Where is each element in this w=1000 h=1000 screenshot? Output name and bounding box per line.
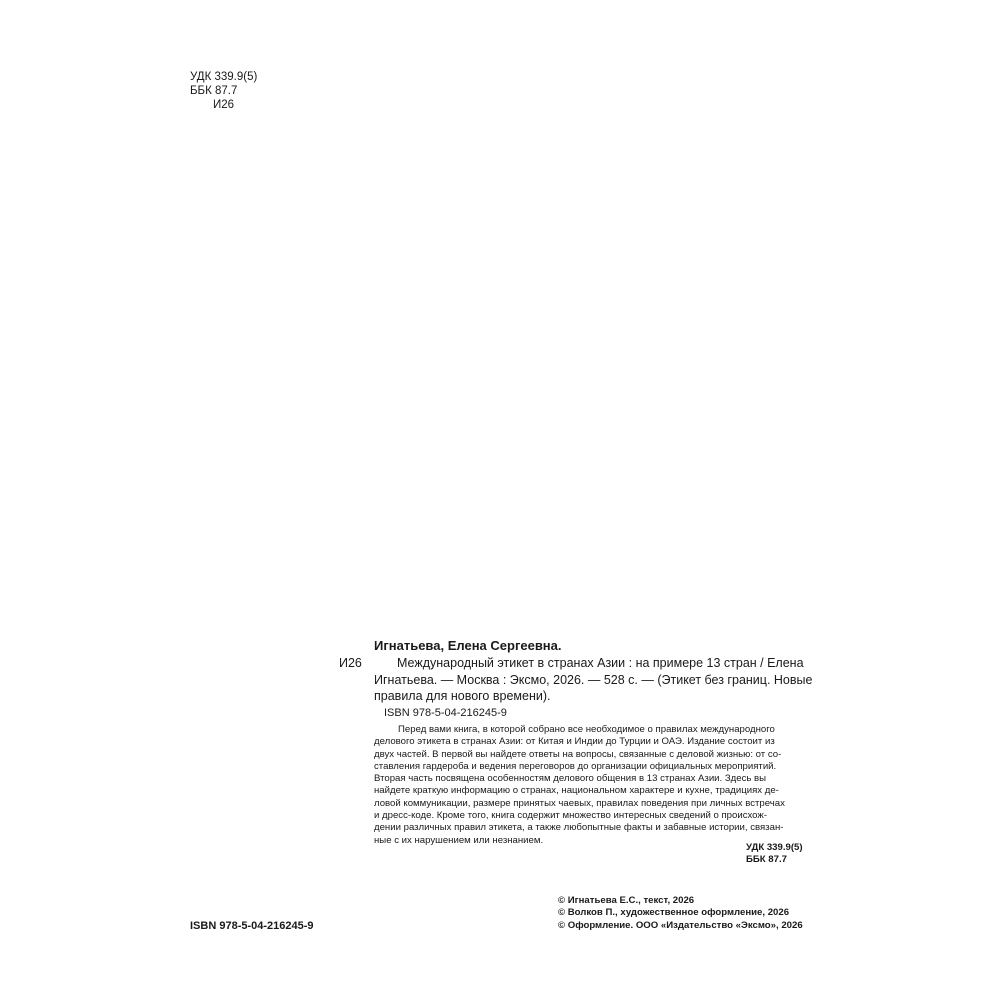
abstract-line: ставления гардероба и ведения переговоров до организации официальных мероприятий. [374, 760, 777, 772]
author-mark: И26 [213, 99, 235, 111]
abstract-line: Перед вами книга, в которой собрано все необходимое о правилах международного [398, 724, 775, 735]
abstract-line: двух частей. В первой вы найдете ответы на вопросы, связанные с деловой жизнью: от со- [374, 748, 782, 760]
abstract-line: и дресс-коде. Кроме того, книга содержит множество интересных сведений о происхож- [374, 810, 768, 822]
card-bbk-code: ББК 87.7 [746, 854, 787, 865]
abstract-line: Вторая часть посвящена особенностям делового общения в 13 странах Азии. Здесь вы [374, 773, 767, 785]
top-classification-block [190, 70, 257, 112]
abstract-line: найдете краткую информацию о странах, национальном характере и кухне, традициях де- [374, 785, 779, 797]
card-classification [746, 842, 813, 866]
abstract-line: ные с их нарушением или незнанием. [374, 834, 544, 846]
card-abstract [374, 724, 785, 847]
card-udk-code: УДК 339.9(5) [746, 842, 803, 853]
copyright-line: © Волков П., художественное оформление, 2026 [558, 907, 790, 919]
description-line: правила для нового времени). [374, 689, 551, 703]
description-line: Игнатьева. — Москва : Эксмо, 2026. — 528 с. — (Этикет без границ. Новые [374, 672, 813, 687]
bbk-code: ББК 87.7 [190, 85, 238, 97]
description-line: Международный этикет в странах Азии : на примере 13 стран / Елена [397, 656, 804, 670]
copyright-block [558, 895, 803, 932]
card-bibliographic-description [374, 655, 812, 705]
bottom-isbn: ISBN 978-5-04-216245-9 [190, 920, 314, 932]
abstract-line: делового этикета в странах Азии: от Китая и Индии до Турции и ОАЭ. Издание состоит из [374, 736, 775, 748]
abstract-line: ловой коммуникации, размере принятых чаевых, правилах поведения при личных встречах [374, 797, 785, 809]
copyright-line: © Оформление. ООО «Издательство «Эксмо», 2026 [558, 919, 803, 931]
udk-code: УДК 339.9(5) [190, 71, 258, 83]
abstract-line: дении различных правил этикета, а также любопытные факты и забавные истории, связан- [374, 822, 784, 834]
copyright-line: © Игнатьева Е.С., текст, 2026 [558, 895, 695, 906]
card-isbn: ISBN 978-5-04-216245-9 [384, 707, 507, 719]
card-author-heading: Игнатьева, Елена Сергеевна. [374, 638, 562, 653]
card-author-mark: И26 [339, 656, 362, 670]
